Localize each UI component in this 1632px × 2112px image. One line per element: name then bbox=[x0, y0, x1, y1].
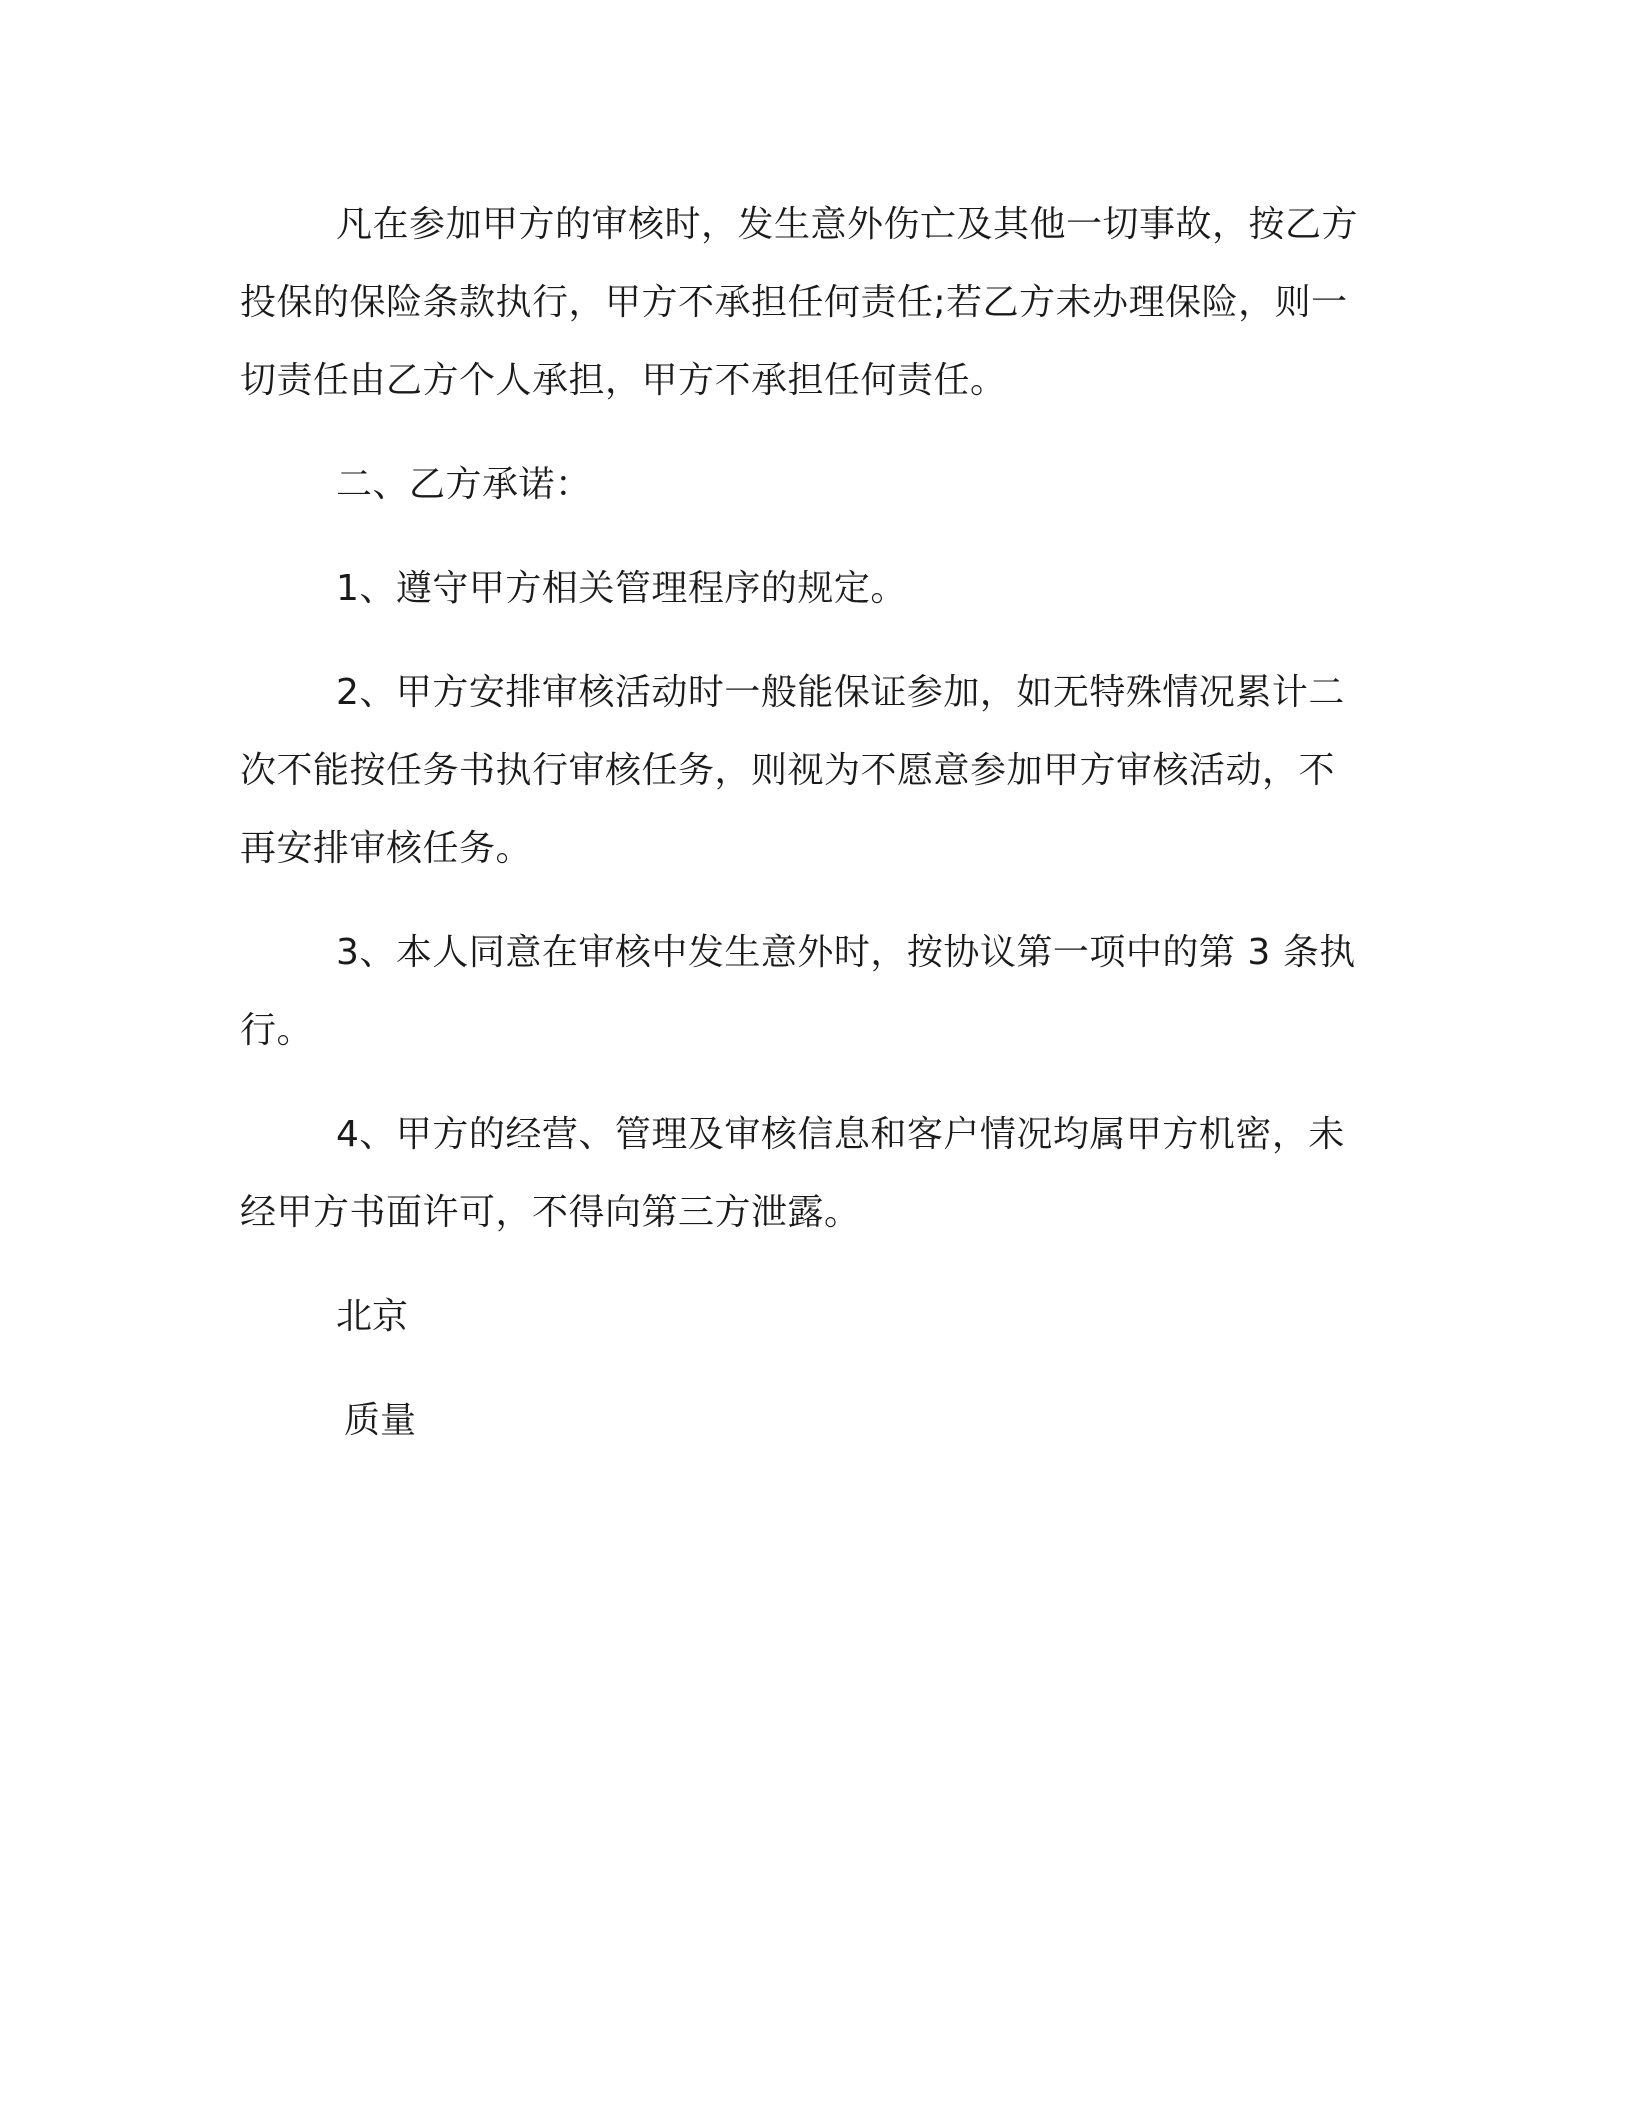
section-heading-party-b-commitments: 二、乙方承诺： bbox=[336, 464, 592, 505]
document-body bbox=[240, 186, 1370, 1486]
commitment-item-2: 2、甲方安排审核活动时一般能保证参加，如无特殊情况累计二次不能按任务书执行审核任务，则视为不愿意参加甲方审核活动，不再安排审核任务。 bbox=[240, 672, 1345, 869]
commitment-item-3: 3、本人同意在审核中发生意外时，按协议第一项中的第 3 条执行。 bbox=[240, 932, 1356, 1051]
signature-org: 质量 bbox=[344, 1400, 417, 1441]
commitment-item-1: 1、遵守甲方相关管理程序的规定。 bbox=[336, 568, 907, 609]
signature-location: 北京 bbox=[336, 1296, 409, 1337]
commitment-item-4: 4、甲方的经营、管理及审核信息和客户情况均属甲方机密，未经甲方书面许可，不得向第三方泄露。 bbox=[240, 1114, 1345, 1233]
clause-accident-liability: 凡在参加甲方的审核时，发生意外伤亡及其他一切事故，按乙方投保的保险条款执行，甲方不承担任何责任;若乙方未办理保险，则一切责任由乙方个人承担，甲方不承担任何责任。 bbox=[240, 204, 1359, 401]
